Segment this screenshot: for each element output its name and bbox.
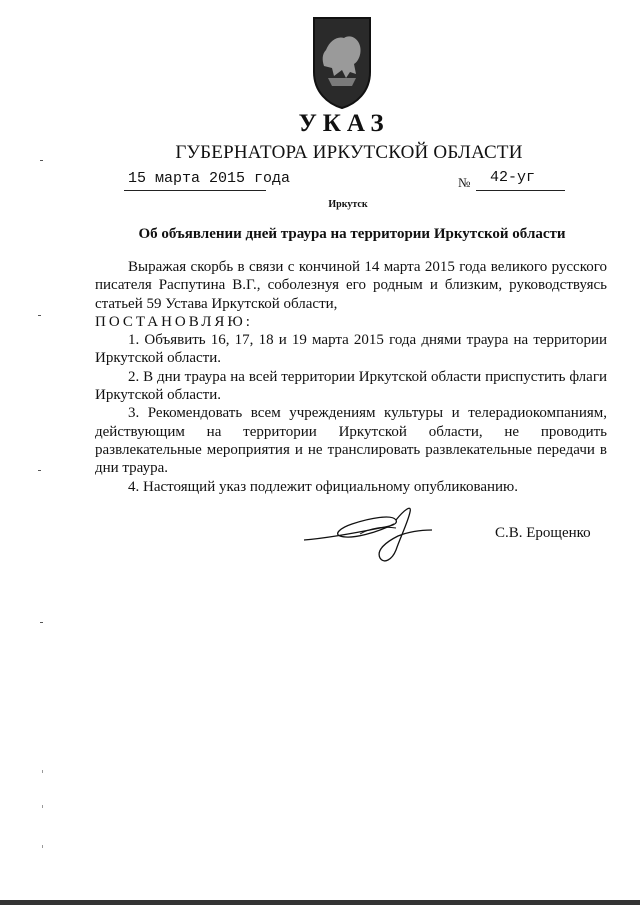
date-underline (124, 190, 266, 191)
margin-mark (42, 845, 43, 848)
item-paragraph-2: 2. В дни траура на всей территории Иркутской области приспустить флаги Иркутской области. (95, 368, 607, 404)
preamble-paragraph: Выражая скорбь в связи с кончиной 14 марта 2015 года великого русского писателя Распутина В.Г., соболезнуя его родным и близким, руководствуясь статьей 59 Устава Иркутской области, (95, 259, 607, 312)
margin-mark (40, 622, 43, 623)
number-underline (476, 190, 565, 191)
margin-mark (38, 315, 41, 316)
document-body (95, 258, 607, 496)
document-heading: Об объявлении дней траура на территории Иркутской области (138, 226, 566, 242)
item-paragraph-4: 4. Настоящий указ подлежит официальному опубликованию. (128, 478, 519, 495)
document-city: Иркутск (328, 199, 368, 210)
margin-mark (38, 470, 41, 471)
item-paragraph-1: 1. Объявить 16, 17, 18 и 19 марта 2015 года днями траура на территории Иркутской области. (95, 332, 607, 367)
document-number: 42-уг (490, 169, 536, 186)
decree-word: ПОСТАНОВЛЯЮ: (95, 313, 253, 330)
signature-icon (300, 498, 440, 568)
item-paragraph-3: 3. Рекомендовать всем учреждениям культуры и телерадиокомпаниям, действующим на территории Иркутской области, не проводить развлекательные мероприятия и не транслировать развлекательные передачи в дни траура. (95, 405, 607, 477)
scan-bottom-edge (0, 900, 640, 905)
margin-mark (42, 770, 43, 773)
document-date: 15 марта 2015 года (128, 170, 291, 187)
number-sign: № (458, 175, 471, 190)
margin-mark (40, 160, 43, 161)
document-subtitle: ГУБЕРНАТОРА ИРКУТСКОЙ ОБЛАСТИ (175, 142, 523, 163)
margin-mark (42, 805, 43, 808)
document-title: УКАЗ (298, 110, 390, 137)
coat-of-arms-icon (306, 14, 378, 110)
signer-name: С.В. Ерощенко (495, 525, 591, 541)
